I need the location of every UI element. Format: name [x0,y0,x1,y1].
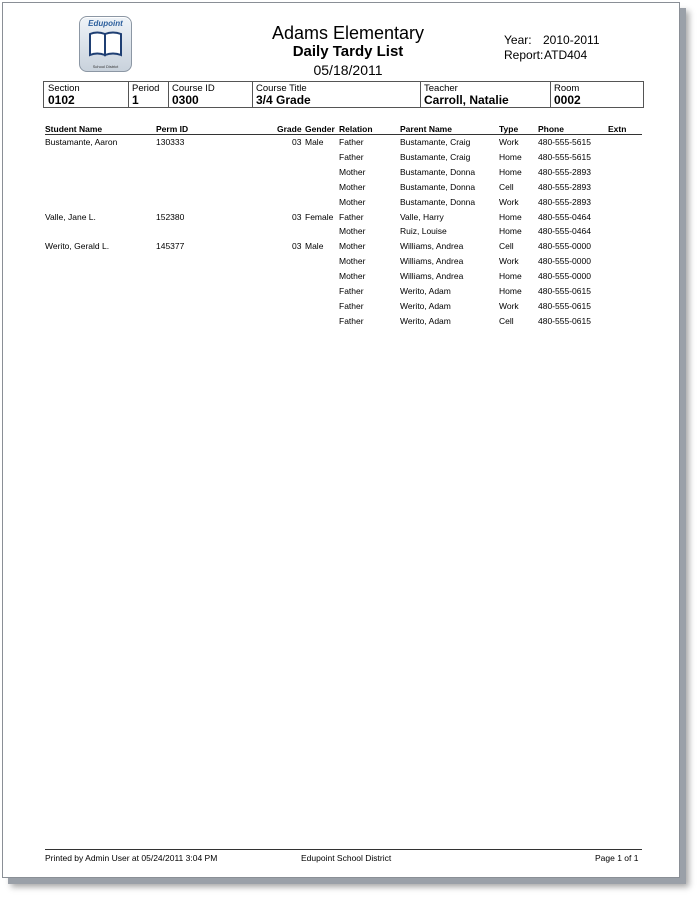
parent-name: Werito, Adam [400,315,451,326]
section-value: 0102 [48,93,75,107]
footer-district: Edupoint School District [301,853,392,863]
teacher-cell [420,82,550,107]
parent-name: Williams, Andrea [400,271,464,282]
report-date: 05/18/2011 [313,62,383,78]
phone-type: Cell [499,241,514,252]
phone-type: Cell [499,315,514,326]
edupoint-logo [79,16,132,72]
phone: 480-555-0464 [538,211,591,222]
phone-type: Home [499,226,522,237]
phone-type: Work [499,137,519,147]
phone-type: Work [499,300,519,311]
logo-name: Edupoint [88,19,123,28]
room-label: Room [554,83,580,94]
section-label: Section [48,83,80,94]
relation: Mother [339,166,366,177]
grade: 03 [292,241,302,252]
teacher-value: Carroll, Natalie [424,93,509,107]
phone-type: Home [499,271,522,282]
page-number: Page 1 of 1 [595,853,639,863]
relation: Mother [339,196,366,207]
relation: Mother [339,271,366,282]
period-cell [128,82,168,107]
col-relation: Relation [339,124,373,134]
gender: Male [305,137,324,147]
parent-name: Williams, Andrea [400,256,464,267]
phone-type: Home [499,211,522,222]
phone: 480-555-2893 [538,166,591,177]
relation: Father [339,211,364,222]
phone-type: Work [499,256,519,267]
phone: 480-555-0464 [538,226,591,237]
col-extn: Extn [608,124,627,134]
year-label: Year: [504,33,532,47]
relation: Father [339,137,364,147]
relation: Mother [339,181,366,192]
grade: 03 [292,137,302,147]
perm-id: 152380 [156,211,185,222]
col-perm-id: Perm ID [156,124,189,134]
period-label: Period [132,83,160,94]
report-id: ATD404 [544,48,588,62]
phone: 480-555-0615 [538,286,591,296]
phone-type: Home [499,166,522,177]
relation: Father [339,151,364,162]
parent-name: Bustamante, Donna [400,181,476,192]
course-title-cell [252,82,420,107]
parent-name: Ruiz, Louise [400,226,447,237]
room-value: 0002 [554,93,581,107]
parent-name: Williams, Andrea [400,241,464,252]
parent-name: Bustamante, Craig [400,151,471,162]
col-grade: Grade [277,124,302,134]
phone: 480-555-0000 [538,271,591,282]
header-rule [45,134,642,135]
student-name: Bustamante, Aaron [45,137,118,147]
report-label: Report: [504,48,544,62]
relation: Mother [339,256,366,267]
parent-name: Bustamante, Donna [400,166,476,177]
course-id-cell [168,82,252,107]
phone: 480-555-5615 [538,151,591,162]
phone: 480-555-5615 [538,137,591,147]
phone: 480-555-0000 [538,241,591,252]
footer-rule [45,849,642,850]
school-name: Adams Elementary [271,23,425,43]
course-title-value: 3/4 Grade [256,93,311,107]
teacher-label: Teacher [424,83,458,94]
parent-name: Valle, Harry [400,211,444,222]
phone-type: Work [499,196,519,207]
report-title: Daily Tardy List [292,43,404,60]
course-id-label: Course ID [172,83,215,94]
relation: Father [339,286,364,296]
phone: 480-555-2893 [538,181,591,192]
col-phone: Phone [538,124,564,134]
period-value: 1 [132,93,139,107]
book-icon [88,31,123,57]
gender: Male [305,241,324,252]
logo-subtitle: School District [92,64,119,69]
perm-id: 145377 [156,241,185,252]
phone: 480-555-2893 [538,196,591,207]
phone: 480-555-0615 [538,300,591,311]
perm-id: 130333 [156,137,185,147]
year-value: 2010-2011 [543,33,600,47]
col-parent-name: Parent Name [400,124,452,134]
room-cell [550,82,642,107]
parent-name: Werito, Adam [400,300,451,311]
course-id-value: 0300 [172,93,199,107]
student-name: Werito, Gerald L. [45,241,110,252]
student-name: Valle, Jane L. [45,211,96,222]
relation: Mother [339,226,366,237]
phone-type: Cell [499,181,514,192]
course-title-label: Course Title [256,83,307,94]
phone: 480-555-0615 [538,315,591,326]
phone: 480-555-0000 [538,256,591,267]
col-gender: Gender [305,124,335,134]
col-student-name: Student Name [45,124,103,134]
relation: Mother [339,241,366,252]
parent-name: Bustamante, Craig [400,137,471,147]
report-page [2,2,680,878]
grade: 03 [292,211,302,222]
phone-type: Home [499,286,522,296]
class-info-box [43,81,644,108]
gender: Female [305,211,334,222]
printed-by: Printed by Admin User at 05/24/2011 3:04 PM [45,853,218,863]
phone-type: Home [499,151,522,162]
parent-name: Bustamante, Donna [400,196,476,207]
section-cell [44,82,128,107]
parent-name: Werito, Adam [400,286,451,296]
relation: Father [339,315,364,326]
col-type: Type [499,124,519,134]
relation: Father [339,300,364,311]
